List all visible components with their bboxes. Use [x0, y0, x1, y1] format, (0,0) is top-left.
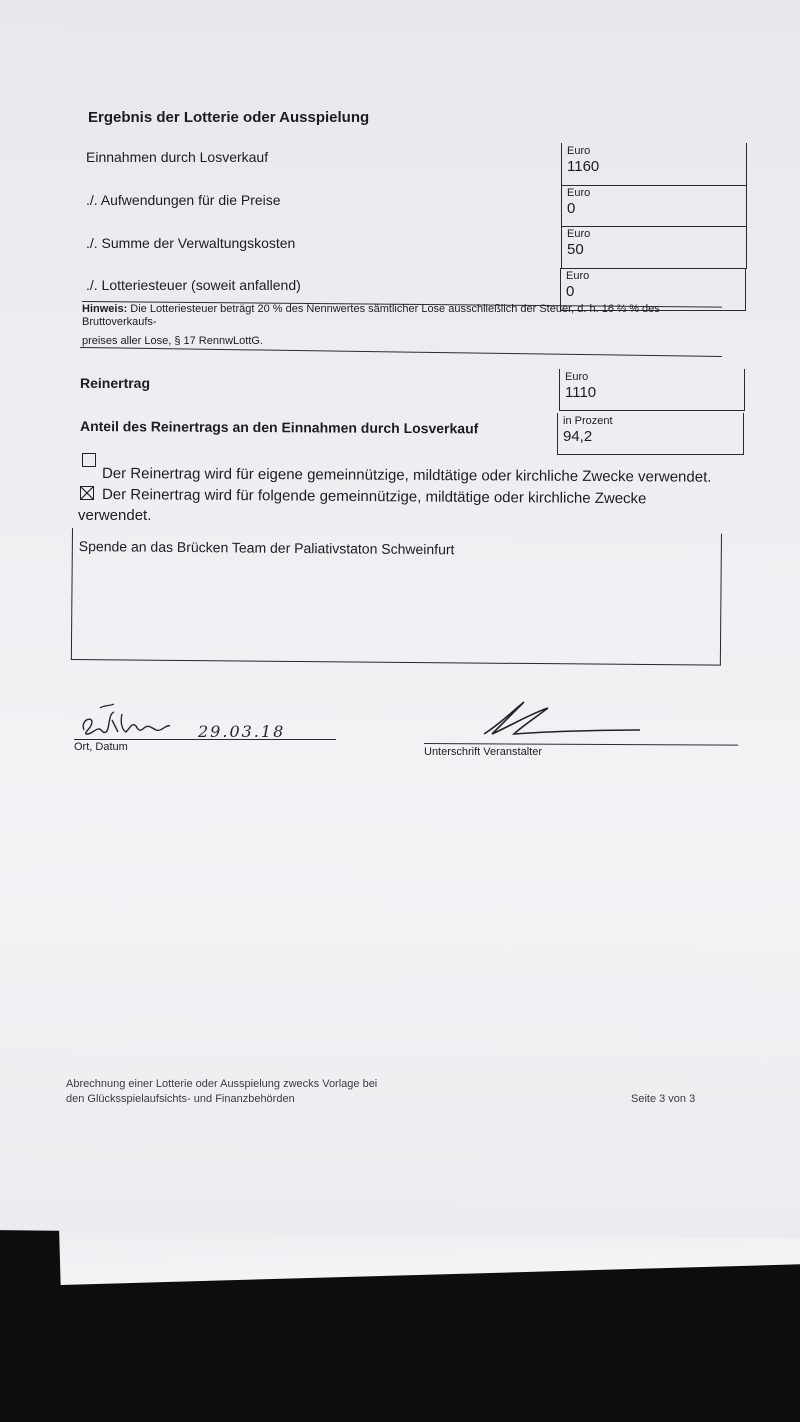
- named-purpose-checkbox[interactable]: [80, 486, 94, 500]
- purpose-textarea[interactable]: [71, 528, 722, 666]
- prize-expense-label: ./. Aufwendungen für die Preise: [86, 192, 281, 208]
- hint-line1: Die Lotteriesteuer beträgt 20 % des Nennwertes sämtlicher Lose ausschließlich der Steuer, d. h. 16 ⅔ % des: [127, 303, 660, 315]
- hint-line3: preises aller Lose, § 17 RennwLottG.: [82, 335, 263, 347]
- lottery-tax-unit: Euro: [566, 270, 590, 282]
- place-date-line: [74, 739, 336, 740]
- net-profit-field[interactable]: [559, 369, 745, 411]
- signature-scribble: [470, 696, 650, 742]
- named-purpose-label-line2: verwendet.: [78, 507, 152, 524]
- admin-costs-label: ./. Summe der Verwaltungskosten: [86, 235, 296, 251]
- own-purpose-label: Der Reinertrag wird für eigene gemeinnützige, mildtätige oder kirchliche Zwecke verwendet.: [101, 465, 712, 486]
- footer-text: [66, 1077, 377, 1107]
- lottery-tax-label: ./. Lotteriesteuer (soweit anfallend): [86, 277, 301, 293]
- purpose-text: Spende an das Brücken Team der Paliativstaton Schweinfurt: [78, 538, 455, 558]
- share-value: 94,2: [563, 428, 593, 445]
- place-handwriting-scribble: [78, 702, 178, 742]
- place-date-label: Ort, Datum: [74, 741, 128, 753]
- share-unit: in Prozent: [563, 415, 613, 427]
- prize-expense-value: 0: [567, 200, 576, 217]
- footer-line2: den Glücksspielaufsichts- und Finanzbehörden: [66, 1093, 295, 1105]
- admin-costs-field[interactable]: [561, 226, 747, 269]
- hint-bottom-rule: [80, 347, 722, 357]
- named-purpose-label-line1: Der Reinertrag wird für folgende gemeinnützige, mildtätige oder kirchliche Zwecke: [101, 486, 647, 508]
- prize-expense-field[interactable]: [561, 185, 747, 227]
- own-purpose-checkbox[interactable]: [82, 453, 96, 467]
- footer-line1: Abrechnung einer Lotterie oder Ausspielung zwecks Vorlage bei: [66, 1078, 378, 1090]
- prize-expense-unit: Euro: [567, 187, 591, 199]
- revenue-unit: Euro: [567, 145, 591, 157]
- admin-costs-value: 50: [567, 241, 584, 258]
- share-label: Anteil des Reinertrags an den Einnahmen durch Losverkauf: [79, 418, 479, 437]
- net-profit-unit: Euro: [565, 371, 589, 383]
- tax-hint: [82, 303, 722, 329]
- signature-label: Unterschrift Veranstalter: [424, 746, 542, 758]
- form-heading: Ergebnis der Lotterie oder Ausspielung: [88, 109, 370, 126]
- revenue-label: Einnahmen durch Losverkauf: [86, 149, 269, 165]
- revenue-field[interactable]: [561, 143, 747, 186]
- hint-bold: Hinweis:: [82, 303, 128, 315]
- admin-costs-unit: Euro: [567, 228, 591, 240]
- lottery-tax-value: 0: [566, 283, 575, 300]
- page-number: Seite 3 von 3: [631, 1093, 696, 1105]
- checked-x-icon: [80, 486, 94, 500]
- share-field[interactable]: [557, 413, 744, 455]
- date-handwritten: 29.03.18: [198, 722, 286, 741]
- revenue-value: 1160: [567, 158, 600, 175]
- net-profit-value: 1110: [565, 384, 597, 401]
- hint-line2: Bruttoverkaufs-: [82, 316, 157, 328]
- net-profit-label: Reinertrag: [80, 375, 151, 391]
